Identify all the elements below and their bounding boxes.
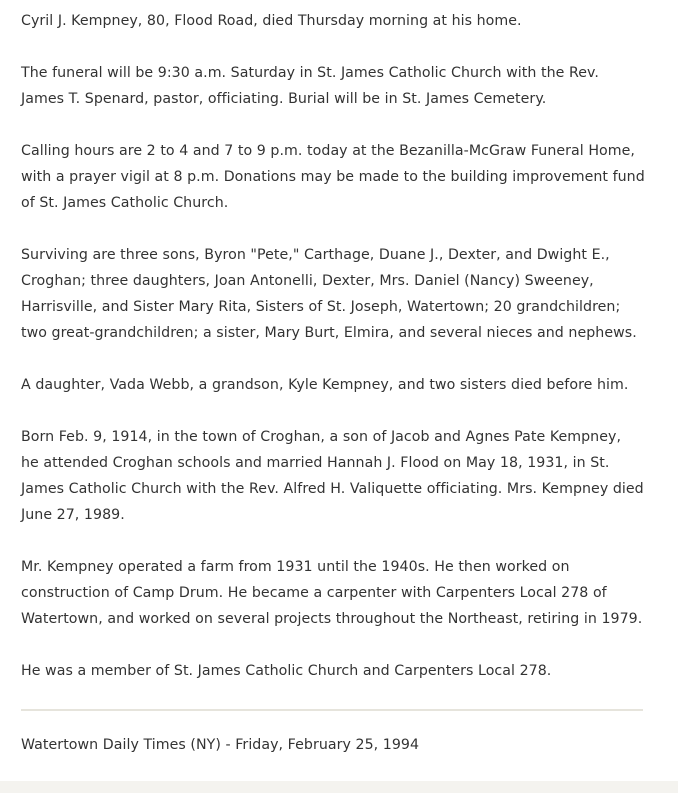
paragraph-funeral: The funeral will be 9:30 a.m. Saturday in St. James Catholic Church with the Rev. James T. Spenard, pastor, officiating. Burial will be in St. James Cemetery. [21, 65, 599, 107]
paragraph-biography: Born Feb. 9, 1914, in the town of Croghan, a son of Jacob and Agnes Pate Kempney, he attended Croghan schools and married Hannah J. Flood on May 18, 1931, in St. James Catholic Church with the Rev. Alfred H. Valiquette officiating. Mrs. Kempney died June 27, 1989. [21, 429, 644, 523]
paragraph-membership: He was a member of St. James Catholic Church and Carpenters Local 278. [21, 663, 552, 679]
paragraph-predeceased: A daughter, Vada Webb, a grandson, Kyle Kempney, and two sisters died before him. [21, 377, 629, 393]
footer-band [0, 781, 678, 793]
paragraph-calling-hours: Calling hours are 2 to 4 and 7 to 9 p.m. today at the Bezanilla-McGraw Funeral Home, with a prayer vigil at 8 p.m. Donations may be made to the building improvement fund of St. James Catholic Church. [21, 143, 645, 211]
paragraph-death-notice: Cyril J. Kempney, 80, Flood Road, died Thursday morning at his home. [21, 13, 522, 29]
source-citation: Watertown Daily Times (NY) - Friday, February 25, 1994 [21, 737, 420, 753]
paragraph-survivors: Surviving are three sons, Byron "Pete," Carthage, Duane J., Dexter, and Dwight E., Croghan; three daughters, Joan Antonelli, Dexter, Mrs. Daniel (Nancy) Sweeney, Harrisville, and Sister Mary Rita, Sisters of St. Joseph, Watertown; 20 grandchildren; two great-grandchildren; a sister, Mary Burt, Elmira, and several nieces and nephews. [21, 247, 637, 341]
obituary-article [21, 8, 661, 710]
paragraph-career: Mr. Kempney operated a farm from 1931 until the 1940s. He then worked on construction of Camp Drum. He became a carpenter with Carpenters Local 278 of Watertown, and worked on several projects throughout the Northeast, retiring in 1979. [21, 559, 643, 627]
divider-line [21, 709, 643, 711]
